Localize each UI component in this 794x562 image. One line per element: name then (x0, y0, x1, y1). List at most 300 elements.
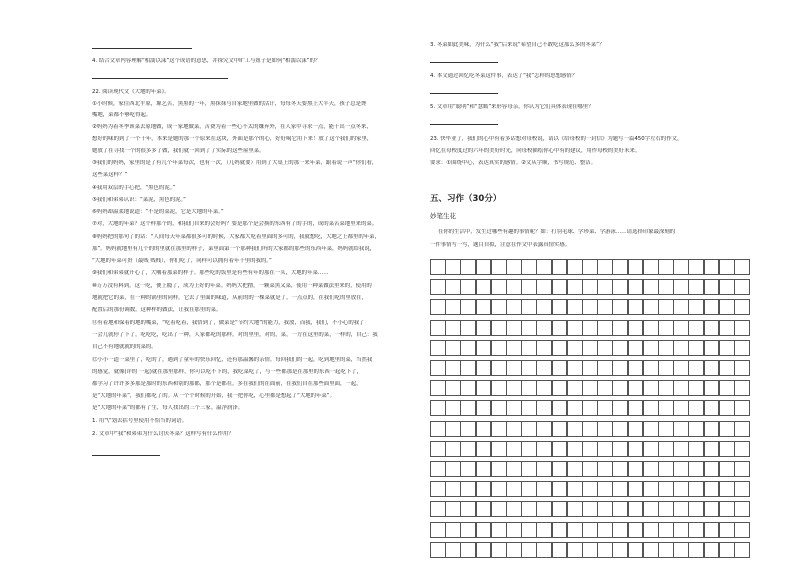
grid-cell[interactable] (445, 461, 461, 477)
grid-cell[interactable] (643, 320, 659, 336)
grid-cell[interactable] (536, 279, 552, 295)
grid-cell[interactable] (476, 320, 492, 336)
grid-cell[interactable] (521, 501, 537, 517)
grid-cell[interactable] (582, 380, 598, 396)
grid-cell[interactable] (536, 320, 552, 336)
grid-cell[interactable] (612, 400, 628, 416)
grid-cell[interactable] (628, 542, 644, 558)
grid-cell[interactable] (582, 299, 598, 315)
grid-cell[interactable] (597, 360, 613, 376)
grid-cell[interactable] (658, 522, 674, 538)
grid-cell[interactable] (552, 380, 568, 396)
grid-cell[interactable] (704, 501, 720, 517)
grid-cell[interactable] (628, 481, 644, 497)
grid-cell[interactable] (628, 299, 644, 315)
grid-cell[interactable] (567, 320, 583, 336)
grid-cell[interactable] (430, 259, 446, 275)
grid-cell[interactable] (673, 421, 689, 437)
grid-cell[interactable] (445, 299, 461, 315)
grid-cell[interactable] (704, 380, 720, 396)
grid-cell[interactable] (460, 299, 476, 315)
grid-cell[interactable] (491, 360, 507, 376)
grid-cell[interactable] (673, 320, 689, 336)
answer-line[interactable] (92, 78, 228, 79)
grid-cell[interactable] (552, 441, 568, 457)
grid-cell[interactable] (552, 400, 568, 416)
grid-cell[interactable] (673, 279, 689, 295)
grid-cell[interactable] (688, 340, 704, 356)
grid-cell[interactable] (491, 501, 507, 517)
grid-cell[interactable] (673, 441, 689, 457)
grid-cell[interactable] (612, 441, 628, 457)
grid-cell[interactable] (643, 522, 659, 538)
grid-cell[interactable] (628, 441, 644, 457)
grid-cell[interactable] (688, 421, 704, 437)
grid-cell[interactable] (597, 299, 613, 315)
grid-cell[interactable] (445, 279, 461, 295)
grid-cell[interactable] (734, 441, 750, 457)
grid-cell[interactable] (521, 542, 537, 558)
grid-cell[interactable] (628, 522, 644, 538)
grid-cell[interactable] (673, 340, 689, 356)
grid-cell[interactable] (552, 501, 568, 517)
grid-cell[interactable] (612, 380, 628, 396)
grid-cell[interactable] (521, 360, 537, 376)
grid-cell[interactable] (536, 299, 552, 315)
grid-cell[interactable] (476, 522, 492, 538)
grid-cell[interactable] (460, 421, 476, 437)
grid-cell[interactable] (521, 400, 537, 416)
grid-cell[interactable] (719, 360, 735, 376)
grid-cell[interactable] (643, 461, 659, 477)
grid-cell[interactable] (719, 441, 735, 457)
grid-cell[interactable] (460, 522, 476, 538)
grid-cell[interactable] (536, 380, 552, 396)
grid-cell[interactable] (460, 400, 476, 416)
grid-cell[interactable] (430, 340, 446, 356)
grid-cell[interactable] (430, 481, 446, 497)
grid-cell[interactable] (567, 400, 583, 416)
grid-cell[interactable] (673, 380, 689, 396)
grid-cell[interactable] (612, 259, 628, 275)
grid-cell[interactable] (734, 501, 750, 517)
grid-cell[interactable] (734, 380, 750, 396)
grid-cell[interactable] (658, 421, 674, 437)
grid-cell[interactable] (506, 400, 522, 416)
grid-cell[interactable] (430, 522, 446, 538)
grid-cell[interactable] (552, 522, 568, 538)
grid-cell[interactable] (673, 501, 689, 517)
grid-cell[interactable] (658, 481, 674, 497)
grid-cell[interactable] (719, 461, 735, 477)
grid-cell[interactable] (719, 299, 735, 315)
grid-cell[interactable] (597, 279, 613, 295)
grid-cell[interactable] (612, 299, 628, 315)
grid-cell[interactable] (628, 461, 644, 477)
grid-cell[interactable] (643, 441, 659, 457)
grid-cell[interactable] (643, 542, 659, 558)
grid-cell[interactable] (658, 441, 674, 457)
grid-cell[interactable] (506, 259, 522, 275)
grid-cell[interactable] (521, 299, 537, 315)
grid-cell[interactable] (476, 340, 492, 356)
grid-cell[interactable] (612, 360, 628, 376)
grid-cell[interactable] (445, 542, 461, 558)
grid-cell[interactable] (719, 320, 735, 336)
grid-cell[interactable] (597, 501, 613, 517)
grid-cell[interactable] (536, 461, 552, 477)
grid-cell[interactable] (734, 481, 750, 497)
grid-cell[interactable] (582, 400, 598, 416)
grid-cell[interactable] (658, 360, 674, 376)
grid-cell[interactable] (536, 421, 552, 437)
grid-cell[interactable] (430, 380, 446, 396)
grid-cell[interactable] (536, 481, 552, 497)
grid-cell[interactable] (673, 481, 689, 497)
grid-cell[interactable] (445, 522, 461, 538)
grid-cell[interactable] (521, 259, 537, 275)
grid-cell[interactable] (734, 542, 750, 558)
grid-cell[interactable] (719, 481, 735, 497)
grid-cell[interactable] (491, 279, 507, 295)
grid-cell[interactable] (536, 501, 552, 517)
grid-cell[interactable] (704, 481, 720, 497)
grid-cell[interactable] (460, 380, 476, 396)
grid-cell[interactable] (704, 400, 720, 416)
grid-cell[interactable] (597, 320, 613, 336)
grid-cell[interactable] (430, 279, 446, 295)
grid-cell[interactable] (476, 259, 492, 275)
grid-cell[interactable] (582, 259, 598, 275)
grid-cell[interactable] (688, 360, 704, 376)
grid-cell[interactable] (567, 380, 583, 396)
grid-cell[interactable] (491, 259, 507, 275)
grid-cell[interactable] (704, 340, 720, 356)
grid-cell[interactable] (506, 481, 522, 497)
grid-cell[interactable] (476, 400, 492, 416)
grid-cell[interactable] (430, 421, 446, 437)
grid-cell[interactable] (643, 279, 659, 295)
grid-cell[interactable] (719, 380, 735, 396)
grid-cell[interactable] (567, 340, 583, 356)
grid-cell[interactable] (476, 279, 492, 295)
grid-cell[interactable] (719, 400, 735, 416)
grid-cell[interactable] (643, 501, 659, 517)
grid-cell[interactable] (612, 340, 628, 356)
grid-cell[interactable] (658, 320, 674, 336)
grid-cell[interactable] (521, 380, 537, 396)
grid-cell[interactable] (491, 441, 507, 457)
grid-cell[interactable] (536, 542, 552, 558)
grid-cell[interactable] (445, 340, 461, 356)
grid-cell[interactable] (582, 481, 598, 497)
grid-cell[interactable] (445, 441, 461, 457)
grid-cell[interactable] (612, 542, 628, 558)
grid-cell[interactable] (628, 320, 644, 336)
grid-cell[interactable] (460, 279, 476, 295)
grid-cell[interactable] (491, 400, 507, 416)
grid-cell[interactable] (688, 501, 704, 517)
grid-cell[interactable] (476, 441, 492, 457)
grid-cell[interactable] (536, 400, 552, 416)
grid-cell[interactable] (704, 542, 720, 558)
grid-cell[interactable] (688, 380, 704, 396)
grid-cell[interactable] (704, 360, 720, 376)
grid-cell[interactable] (536, 360, 552, 376)
grid-cell[interactable] (506, 380, 522, 396)
grid-cell[interactable] (567, 501, 583, 517)
grid-cell[interactable] (734, 461, 750, 477)
grid-cell[interactable] (688, 461, 704, 477)
grid-cell[interactable] (521, 522, 537, 538)
grid-cell[interactable] (521, 320, 537, 336)
grid-cell[interactable] (719, 421, 735, 437)
grid-cell[interactable] (521, 279, 537, 295)
grid-cell[interactable] (582, 461, 598, 477)
grid-cell[interactable] (506, 461, 522, 477)
grid-cell[interactable] (734, 360, 750, 376)
grid-cell[interactable] (567, 421, 583, 437)
grid-cell[interactable] (673, 299, 689, 315)
grid-cell[interactable] (567, 360, 583, 376)
grid-cell[interactable] (506, 299, 522, 315)
grid-cell[interactable] (658, 279, 674, 295)
grid-cell[interactable] (658, 259, 674, 275)
grid-cell[interactable] (658, 380, 674, 396)
grid-cell[interactable] (734, 259, 750, 275)
grid-cell[interactable] (491, 299, 507, 315)
grid-cell[interactable] (521, 441, 537, 457)
grid-cell[interactable] (582, 542, 598, 558)
grid-cell[interactable] (688, 320, 704, 336)
grid-cell[interactable] (506, 340, 522, 356)
grid-cell[interactable] (612, 481, 628, 497)
grid-cell[interactable] (491, 421, 507, 437)
grid-cell[interactable] (582, 441, 598, 457)
grid-cell[interactable] (643, 360, 659, 376)
grid-cell[interactable] (597, 481, 613, 497)
grid-cell[interactable] (552, 461, 568, 477)
grid-cell[interactable] (704, 522, 720, 538)
grid-cell[interactable] (597, 380, 613, 396)
grid-cell[interactable] (430, 461, 446, 477)
grid-cell[interactable] (643, 481, 659, 497)
grid-cell[interactable] (445, 360, 461, 376)
grid-cell[interactable] (445, 421, 461, 437)
grid-cell[interactable] (643, 259, 659, 275)
grid-cell[interactable] (582, 320, 598, 336)
grid-cell[interactable] (552, 340, 568, 356)
grid-cell[interactable] (567, 522, 583, 538)
grid-cell[interactable] (643, 299, 659, 315)
grid-cell[interactable] (628, 380, 644, 396)
grid-cell[interactable] (734, 400, 750, 416)
answer-line[interactable] (92, 48, 192, 49)
grid-cell[interactable] (719, 259, 735, 275)
grid-cell[interactable] (612, 279, 628, 295)
grid-cell[interactable] (491, 481, 507, 497)
grid-cell[interactable] (476, 481, 492, 497)
grid-cell[interactable] (612, 421, 628, 437)
grid-cell[interactable] (734, 279, 750, 295)
grid-cell[interactable] (734, 522, 750, 538)
grid-cell[interactable] (506, 279, 522, 295)
grid-cell[interactable] (704, 279, 720, 295)
grid-cell[interactable] (430, 299, 446, 315)
grid-cell[interactable] (673, 542, 689, 558)
grid-cell[interactable] (567, 259, 583, 275)
grid-cell[interactable] (628, 259, 644, 275)
grid-cell[interactable] (597, 441, 613, 457)
grid-cell[interactable] (582, 340, 598, 356)
grid-cell[interactable] (734, 421, 750, 437)
grid-cell[interactable] (658, 299, 674, 315)
grid-cell[interactable] (445, 320, 461, 336)
grid-cell[interactable] (643, 400, 659, 416)
grid-cell[interactable] (567, 441, 583, 457)
grid-cell[interactable] (552, 360, 568, 376)
grid-cell[interactable] (582, 522, 598, 538)
grid-cell[interactable] (506, 542, 522, 558)
grid-cell[interactable] (582, 279, 598, 295)
grid-cell[interactable] (491, 461, 507, 477)
grid-cell[interactable] (552, 542, 568, 558)
grid-cell[interactable] (628, 340, 644, 356)
grid-cell[interactable] (445, 400, 461, 416)
grid-cell[interactable] (734, 340, 750, 356)
grid-cell[interactable] (597, 259, 613, 275)
grid-cell[interactable] (582, 421, 598, 437)
grid-cell[interactable] (612, 501, 628, 517)
grid-cell[interactable] (430, 542, 446, 558)
grid-cell[interactable] (658, 400, 674, 416)
grid-cell[interactable] (430, 501, 446, 517)
grid-cell[interactable] (445, 481, 461, 497)
grid-cell[interactable] (628, 279, 644, 295)
grid-cell[interactable] (719, 522, 735, 538)
grid-cell[interactable] (506, 522, 522, 538)
grid-cell[interactable] (476, 299, 492, 315)
grid-cell[interactable] (506, 421, 522, 437)
grid-cell[interactable] (628, 421, 644, 437)
grid-cell[interactable] (476, 360, 492, 376)
grid-cell[interactable] (476, 461, 492, 477)
grid-cell[interactable] (628, 360, 644, 376)
grid-cell[interactable] (567, 279, 583, 295)
grid-cell[interactable] (430, 320, 446, 336)
grid-cell[interactable] (582, 360, 598, 376)
grid-cell[interactable] (476, 421, 492, 437)
grid-cell[interactable] (567, 461, 583, 477)
grid-cell[interactable] (688, 441, 704, 457)
grid-cell[interactable] (597, 340, 613, 356)
grid-cell[interactable] (612, 522, 628, 538)
grid-cell[interactable] (688, 481, 704, 497)
grid-cell[interactable] (460, 360, 476, 376)
grid-cell[interactable] (628, 501, 644, 517)
grid-cell[interactable] (612, 320, 628, 336)
grid-cell[interactable] (704, 320, 720, 336)
grid-cell[interactable] (460, 501, 476, 517)
grid-cell[interactable] (704, 299, 720, 315)
grid-cell[interactable] (552, 279, 568, 295)
grid-cell[interactable] (719, 501, 735, 517)
grid-cell[interactable] (704, 461, 720, 477)
answer-line[interactable] (92, 455, 160, 456)
grid-cell[interactable] (430, 360, 446, 376)
grid-cell[interactable] (688, 259, 704, 275)
grid-cell[interactable] (536, 522, 552, 538)
grid-cell[interactable] (445, 380, 461, 396)
grid-cell[interactable] (521, 461, 537, 477)
grid-cell[interactable] (521, 340, 537, 356)
grid-cell[interactable] (552, 421, 568, 437)
grid-cell[interactable] (491, 320, 507, 336)
grid-cell[interactable] (597, 461, 613, 477)
grid-cell[interactable] (688, 400, 704, 416)
grid-cell[interactable] (688, 279, 704, 295)
grid-cell[interactable] (445, 501, 461, 517)
grid-cell[interactable] (582, 501, 598, 517)
grid-cell[interactable] (597, 542, 613, 558)
grid-cell[interactable] (430, 441, 446, 457)
answer-line[interactable] (430, 124, 498, 125)
grid-cell[interactable] (673, 400, 689, 416)
grid-cell[interactable] (688, 522, 704, 538)
grid-cell[interactable] (521, 481, 537, 497)
grid-cell[interactable] (506, 360, 522, 376)
grid-cell[interactable] (476, 501, 492, 517)
grid-cell[interactable] (643, 340, 659, 356)
grid-cell[interactable] (536, 340, 552, 356)
grid-cell[interactable] (552, 481, 568, 497)
grid-cell[interactable] (704, 259, 720, 275)
grid-cell[interactable] (460, 320, 476, 336)
grid-cell[interactable] (688, 542, 704, 558)
grid-cell[interactable] (704, 441, 720, 457)
grid-cell[interactable] (673, 360, 689, 376)
grid-cell[interactable] (612, 461, 628, 477)
grid-cell[interactable] (567, 299, 583, 315)
grid-cell[interactable] (491, 522, 507, 538)
grid-cell[interactable] (476, 380, 492, 396)
grid-cell[interactable] (460, 340, 476, 356)
grid-cell[interactable] (491, 542, 507, 558)
grid-cell[interactable] (734, 299, 750, 315)
grid-cell[interactable] (460, 441, 476, 457)
grid-cell[interactable] (552, 259, 568, 275)
answer-line[interactable] (430, 62, 498, 63)
grid-cell[interactable] (536, 441, 552, 457)
grid-cell[interactable] (506, 441, 522, 457)
grid-cell[interactable] (567, 542, 583, 558)
grid-cell[interactable] (491, 340, 507, 356)
grid-cell[interactable] (719, 340, 735, 356)
grid-cell[interactable] (597, 421, 613, 437)
grid-cell[interactable] (658, 501, 674, 517)
grid-cell[interactable] (476, 542, 492, 558)
grid-cell[interactable] (658, 340, 674, 356)
grid-cell[interactable] (673, 522, 689, 538)
grid-cell[interactable] (506, 501, 522, 517)
grid-cell[interactable] (658, 461, 674, 477)
grid-cell[interactable] (704, 421, 720, 437)
grid-cell[interactable] (719, 279, 735, 295)
grid-cell[interactable] (460, 461, 476, 477)
grid-cell[interactable] (445, 259, 461, 275)
grid-cell[interactable] (734, 320, 750, 336)
grid-cell[interactable] (460, 542, 476, 558)
